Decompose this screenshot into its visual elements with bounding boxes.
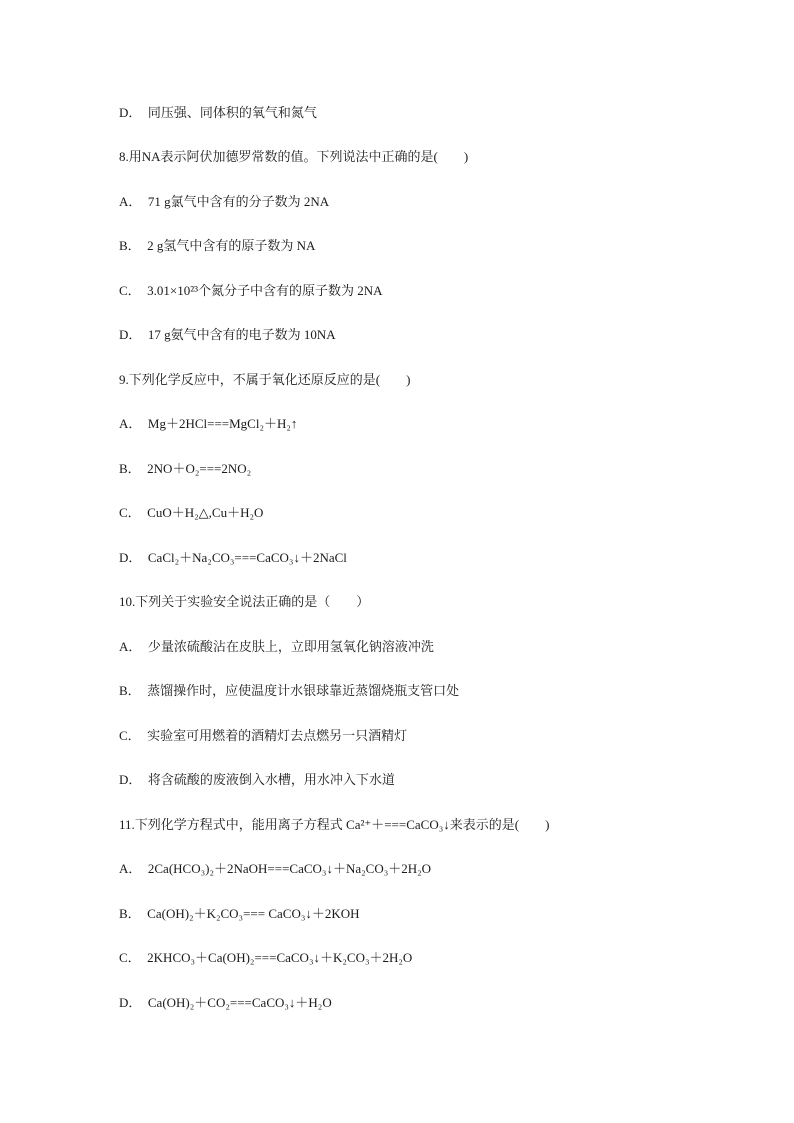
- option-c-q8: C． 3.01×10²³个氮分子中含有的原子数为 2NA: [119, 283, 383, 298]
- option-d-q8: D． 17 g氨气中含有的电子数为 10NA: [119, 327, 336, 342]
- option-b-q10: B． 蒸馏操作时，应使温度计水银球靠近蒸馏烧瓶支管口处: [119, 683, 460, 698]
- option-c-q11: C． 2KHCO₃＋Ca(OH)₂===CaCO₃↓＋K₂CO₃＋2H₂O: [119, 950, 413, 965]
- option-c-q9: C． CuO＋H₂△,Cu＋H₂O: [119, 505, 264, 520]
- option-a-q8: A． 71 g氯气中含有的分子数为 2NA: [119, 194, 330, 209]
- option-b-q8: B． 2 g氢气中含有的原子数为 NA: [119, 238, 316, 253]
- option-d-q9: D． CaCl₂＋Na₂CO₃===CaCO₃↓＋2NaCl: [119, 550, 347, 565]
- question-10: 10.下列关于实验安全说法正确的是（ ）: [119, 594, 370, 609]
- option-a-q11: A． 2Ca(HCO₃)₂＋2NaOH===CaCO₃↓＋Na₂CO₃＋2H₂O: [119, 861, 432, 876]
- option-d-q10: D． 将含硫酸的废液倒入水槽，用水冲入下水道: [119, 772, 395, 787]
- option-a-q10: A． 少量浓硫酸沾在皮肤上，立即用氢氧化钠溶液冲洗: [119, 639, 434, 654]
- question-8: 8.用NA表示阿伏加德罗常数的值。下列说法中正确的是( ): [119, 149, 469, 164]
- question-9: 9.下列化学反应中，不属于氧化还原反应的是( ): [119, 372, 411, 387]
- option-a-q9: A． Mg＋2HCl===MgCl₂＋H₂↑: [119, 416, 298, 431]
- option-d-q11: D． Ca(OH)₂＋CO₂===CaCO₃↓＋H₂O: [119, 995, 332, 1010]
- question-11: 11.下列化学方程式中，能用离子方程式 Ca²⁺＋===CaCO₃↓来表示的是( ): [119, 817, 550, 832]
- option-b-q11: B． Ca(OH)₂＋K₂CO₃=== CaCO₃↓＋2KOH: [119, 906, 360, 921]
- option-b-q9: B． 2NO＋O₂===2NO₂: [119, 461, 252, 476]
- option-c-q10: C． 实验室可用燃着的酒精灯去点燃另一只酒精灯: [119, 728, 408, 743]
- option-d-q7: D． 同压强、同体积的氧气和氮气: [119, 105, 317, 120]
